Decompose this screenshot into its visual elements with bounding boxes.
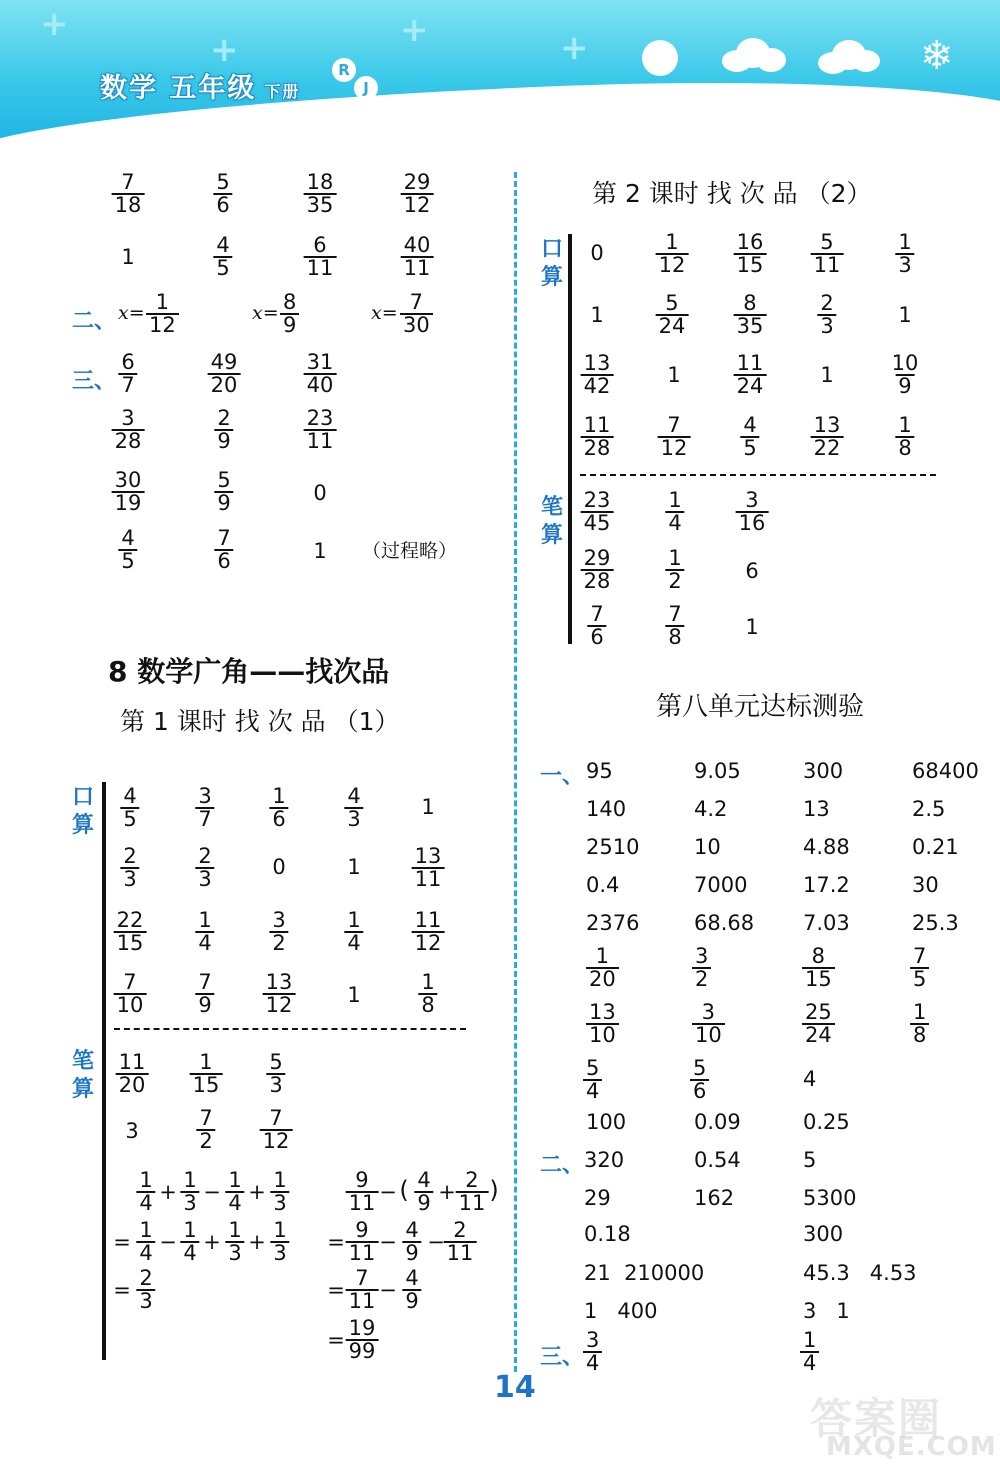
answer-value: 100 [586,1110,627,1134]
fraction: $\frac{13}{11}$ [412,846,445,890]
answer-value: 300 [803,1222,844,1246]
fraction: $\frac{2}{3}$ [136,1268,155,1312]
fraction: $\frac{13}{42}$ [581,353,614,397]
fraction: $\frac{4}{5}$ [213,235,232,279]
header-banner [0,0,1000,140]
answer-value: 95 [586,759,613,783]
answer-value: 30 [912,873,939,897]
plus-sign: + [203,1230,221,1254]
book-title: 数学 五年级 下册 [100,73,301,104]
equals-sign: = [113,1278,131,1302]
fraction: $\frac{29}{12}$ [401,172,434,216]
answer-value: 0 [313,481,327,505]
fraction: $\frac{6}{7}$ [118,352,137,396]
fraction: $\frac{1}{3}$ [225,1220,244,1264]
answer-value: 0.09 [694,1110,741,1134]
fraction: $\frac{4}{9}$ [402,1220,421,1264]
fraction: $\frac{8}{15}$ [802,946,835,990]
fraction: $\frac{3}{16}$ [736,490,769,534]
fraction: $\frac{4}{3}$ [344,786,363,830]
variable-x: x= [252,302,279,324]
section-label-two: 二、 [540,1153,585,1178]
answer-value: 7000 [694,873,748,897]
answer-value: 0.54 [694,1148,741,1172]
watermark-logo: 答案圈 [810,1394,943,1443]
fraction: $\frac{1}{12}$ [146,292,179,336]
fraction: $\frac{5}{24}$ [656,293,689,337]
fraction: $\frac{5}{6}$ [690,1058,709,1102]
fraction: $\frac{22}{15}$ [114,910,147,954]
answer-value: 1 [667,363,681,387]
answer-value: 0.4 [586,873,620,897]
section-separator [580,474,936,476]
vertical-rule [568,234,572,644]
fraction: $\frac{5}{11}$ [811,232,844,276]
answer-value: 1 [820,363,834,387]
plus-sign: + [248,1180,266,1204]
fraction: $\frac{1}{4}$ [180,1220,199,1264]
answer-value: 0 [272,855,286,879]
fraction: $\frac{13}{22}$ [811,415,844,459]
fraction: $\frac{3}{2}$ [692,946,711,990]
fraction: $\frac{6}{11}$ [304,235,337,279]
column-divider [514,172,517,1372]
fraction: $\frac{7}{12}$ [260,1108,293,1152]
fraction: $\frac{1}{2}$ [665,548,684,592]
answer-value: 1 [898,303,912,327]
fraction: $\frac{11}{24}$ [734,353,767,397]
plus-decoration: + [210,30,239,70]
fraction: $\frac{2}{11}$ [444,1220,477,1264]
fraction: $\frac{10}{9}$ [891,351,919,398]
fraction: $\frac{16}{15}$ [734,232,767,276]
fraction: $\frac{7}{5}$ [910,946,929,990]
answer-value: 7.03 [803,911,850,935]
fraction: $\frac{2}{3}$ [195,846,214,890]
answer-value: 1 [347,983,361,1007]
watermark-url: MXQE.COM [826,1432,997,1462]
minus-sign: − [159,1230,177,1254]
answer-value: 3 [125,1119,139,1143]
fraction: $\frac{8}{35}$ [734,293,767,337]
fraction: $\frac{11}{12}$ [412,910,445,954]
rain-cloud-icon [818,40,882,74]
answer-value: 5300 [803,1186,857,1210]
fraction: $\frac{11}{20}$ [116,1052,149,1096]
plus-sign: + [438,1180,456,1204]
section-label-two: 二、 [72,309,117,334]
minus-sign: − [379,1278,397,1302]
answer-value: 21 210000 [584,1261,705,1285]
answer-value: 10 [694,835,721,859]
answer-value: 3 1 [803,1299,850,1323]
vertical-rule [102,782,106,1360]
fraction: $\frac{1}{4}$ [195,910,214,954]
fraction: $\frac{1}{4}$ [225,1170,244,1214]
fraction: $\frac{4}{9}$ [414,1170,433,1214]
fraction: $\frac{7}{6}$ [214,528,233,572]
fraction: $\frac{1}{12}$ [656,232,689,276]
minus-sign: − [379,1180,397,1204]
fraction: $\frac{1}{3}$ [270,1170,289,1214]
sun-icon [642,40,678,76]
fraction: $\frac{7}{18}$ [112,172,145,216]
fraction: $\frac{7}{8}$ [665,604,684,648]
test-title: 第八单元达标测验 [656,692,865,722]
answer-value: 1 [590,303,604,327]
equals-sign: = [113,1230,131,1254]
fraction: $\frac{23}{11}$ [304,408,337,452]
fraction: $\frac{1}{20}$ [586,946,619,990]
fraction: $\frac{3}{2}$ [269,910,288,954]
answer-value: 5 [803,1148,817,1172]
fraction: $\frac{1}{3}$ [270,1220,289,1264]
written-calc-label: 笔算 [540,495,563,548]
answer-value: 17.2 [803,873,850,897]
minus-sign: − [203,1180,221,1204]
fraction: $\frac{5}{9}$ [214,470,233,514]
answer-value: 1 [745,615,759,639]
plus-sign: + [159,1180,177,1204]
fraction: $\frac{3}{7}$ [195,786,214,830]
fraction: $\frac{31}{40}$ [304,352,337,396]
answer-value: 4 [803,1067,817,1091]
section-label-three: 三、 [540,1345,585,1370]
fraction: $\frac{23}{45}$ [581,490,614,534]
answer-value: 320 [584,1148,625,1172]
answer-value: 1 [313,539,327,563]
section-separator [114,1028,466,1030]
right-paren: ) [489,1176,499,1204]
fraction: $\frac{1}{15}$ [190,1052,223,1096]
answer-value: 9.05 [694,759,741,783]
answer-value: 2376 [586,911,640,935]
fraction: $\frac{3}{4}$ [583,1330,602,1374]
answer-value: 4.2 [694,797,728,821]
unit-title: 8 数学广角——找次品 [108,655,390,688]
fraction: $\frac{19}{99}$ [346,1318,379,1362]
fraction: $\frac{1}{3}$ [180,1170,199,1214]
edition-badge-j: J [354,76,378,100]
answer-value: 2510 [586,835,640,859]
answer-value: 1 400 [584,1299,658,1323]
fraction: $\frac{2}{3}$ [817,293,836,337]
lesson-title: 第 1 课时 找 次 品 （1） [120,707,400,736]
equals-sign: = [327,1278,345,1302]
fraction: $\frac{9}{11}$ [346,1170,379,1214]
fraction: $\frac{4}{9}$ [402,1268,421,1312]
fraction: $\frac{7}{2}$ [196,1108,215,1152]
left-paren: ( [399,1176,409,1204]
fraction: $\frac{7}{10}$ [114,972,147,1016]
fraction: $\frac{3}{28}$ [112,408,145,452]
fraction: $\frac{5}{6}$ [213,172,232,216]
fraction: $\frac{7}{30}$ [400,292,433,336]
fraction: $\frac{40}{11}$ [401,235,434,279]
fraction: $\frac{49}{20}$ [208,352,241,396]
fraction: $\frac{1}{4}$ [665,490,684,534]
fraction: $\frac{7}{11}$ [346,1268,379,1312]
section-label-one: 一、 [540,764,585,789]
answer-value: 0 [590,241,604,265]
plus-decoration: + [560,28,589,68]
lesson-title: 第 2 课时 找 次 品 （2） [592,179,872,208]
fraction: $\frac{1}{4}$ [136,1170,155,1214]
fraction: $\frac{30}{19}$ [112,470,145,514]
fraction: $\frac{5}{4}$ [583,1058,602,1102]
answer-value: 0.21 [912,835,959,859]
answer-value: 1 [347,855,361,879]
equals-sign: = [327,1328,345,1352]
fraction: $\frac{4}{5}$ [740,415,759,459]
fraction: $\frac{13}{10}$ [586,1002,619,1046]
plus-sign: + [248,1230,266,1254]
fraction: $\frac{1}{4}$ [344,910,363,954]
answer-value: 68400 [912,759,979,783]
answer-value: 6 [745,559,759,583]
minus-sign: − [379,1230,397,1254]
process-omitted-note: （过程略） [362,540,458,562]
answer-value: 140 [586,797,627,821]
section-label-three: 三、 [72,369,117,394]
answer-value: 1 [121,245,135,269]
answer-value: 0.18 [584,1222,631,1246]
answer-value: 13 [803,797,830,821]
plus-decoration: + [400,10,429,50]
answer-value: 68.68 [694,911,755,935]
fraction: $\frac{29}{28}$ [581,548,614,592]
answer-value: 45.3 4.53 [803,1261,917,1285]
fraction: $\frac{1}{4}$ [136,1220,155,1264]
fraction: $\frac{3}{10}$ [692,1002,725,1046]
oral-calc-label: 口算 [540,237,563,290]
fraction: $\frac{2}{3}$ [120,846,139,890]
fraction: $\frac{2}{9}$ [214,408,233,452]
fraction: $\frac{2}{11}$ [456,1170,489,1214]
fraction: $\frac{5}{3}$ [266,1052,285,1096]
answer-value: 25.3 [912,911,959,935]
fraction: $\frac{8}{9}$ [280,292,299,336]
fraction: $\frac{11}{28}$ [581,415,614,459]
answer-value: 300 [803,759,844,783]
answer-value: 162 [694,1186,735,1210]
answer-value: 0.25 [803,1110,850,1134]
snowflake-icon: ❄ [920,33,954,79]
fraction: $\frac{4}{5}$ [120,786,139,830]
fraction: $\frac{9}{11}$ [346,1220,379,1264]
fraction: $\frac{1}{4}$ [800,1330,819,1374]
answer-value: 29 [584,1186,611,1210]
oral-calc-label: 口算 [71,785,94,838]
fraction: $\frac{25}{24}$ [802,1002,835,1046]
fraction: $\frac{13}{12}$ [263,972,296,1016]
cloud-icon [722,38,786,72]
minus-sign: − [427,1230,445,1254]
plus-decoration: + [40,4,69,44]
fraction: $\frac{1}{8}$ [418,972,437,1016]
answer-value: 1 [421,795,435,819]
fraction: $\frac{7}{9}$ [195,972,214,1016]
fraction: $\frac{1}{3}$ [895,232,914,276]
page-number: 14 [494,1370,536,1405]
fraction: $\frac{1}{8}$ [895,415,914,459]
variable-x: x= [371,302,398,324]
fraction: $\frac{7}{6}$ [587,604,606,648]
fraction: $\frac{1}{8}$ [910,1002,929,1046]
fraction: $\frac{18}{35}$ [304,172,337,216]
edition-badge-r: R [332,58,356,82]
written-calc-label: 笔算 [71,1049,94,1102]
equals-sign: = [327,1230,345,1254]
fraction: $\frac{7}{12}$ [658,415,691,459]
variable-x: x= [118,302,145,324]
answer-value: 4.88 [803,835,850,859]
answer-value: 2.5 [912,797,946,821]
fraction: $\frac{1}{6}$ [269,786,288,830]
fraction: $\frac{4}{5}$ [118,528,137,572]
